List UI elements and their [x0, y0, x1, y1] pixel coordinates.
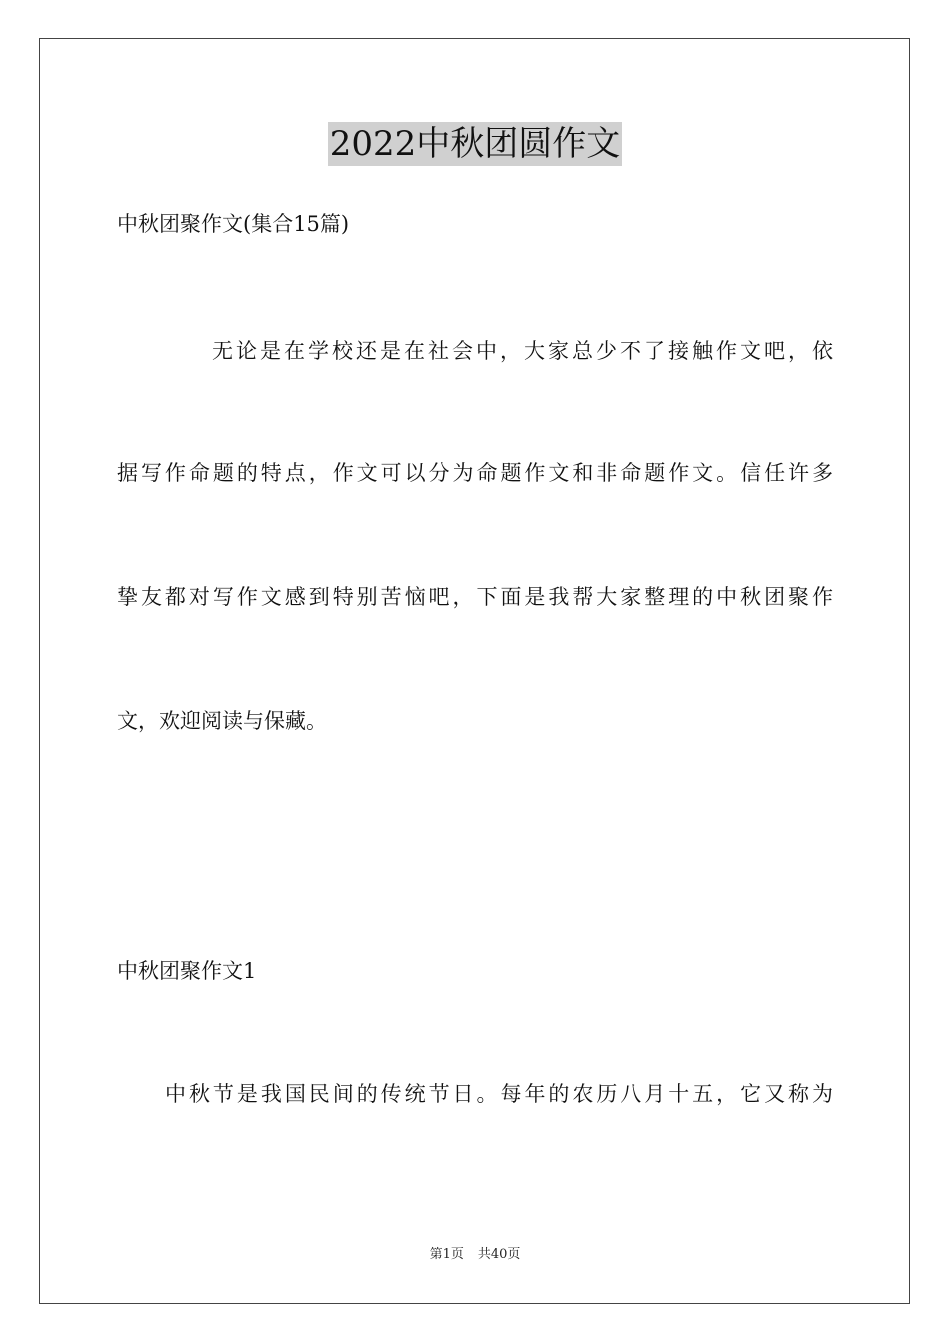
page-number: 第1页 — [429, 1247, 464, 1262]
section-line-1: 中秋节是我国民间的传统节日。每年的农历八月十五，它又称为 — [165, 1082, 833, 1106]
intro-line-2: 据写作命题的特点，作文可以分为命题作文和非命题作文。信任许多 — [117, 461, 833, 485]
document-subtitle: 中秋团聚作文(集合15篇) — [117, 212, 350, 236]
intro-line-3: 挚友都对写作文感到特别苦恼吧，下面是我帮大家整理的中秋团聚作 — [117, 585, 833, 609]
intro-line-4: 文，欢迎阅读与保藏。 — [117, 709, 327, 733]
intro-line-1: 无论是在学校还是在社会中，大家总少不了接触作文吧，依 — [212, 339, 833, 363]
page-footer — [0, 1246, 950, 1264]
title-container — [0, 122, 950, 166]
section-heading: 中秋团聚作文1 — [117, 959, 257, 983]
page-total: 共40页 — [477, 1247, 521, 1262]
document-title: 2022中秋团圆作文 — [329, 124, 621, 164]
